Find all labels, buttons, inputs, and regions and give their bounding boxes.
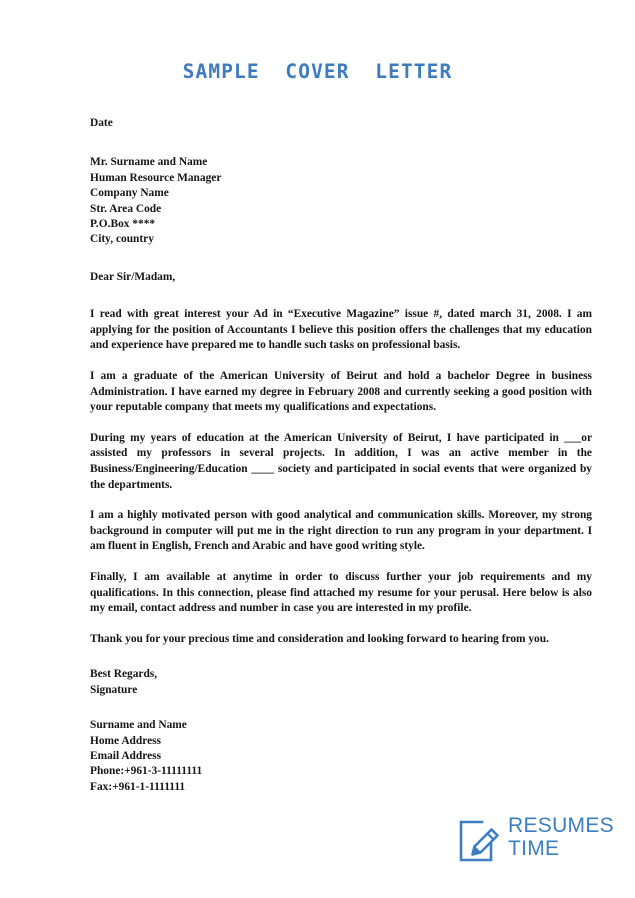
letter-body: [90, 116, 592, 795]
body-paragraph-3: During my years of education at the American University of Beirut, I have participated in ___or assisted my professors in several projects. In addition, I was an active member in the Business/Engineering/Education ____ society and participated in social events that were organized by the departments.: [90, 431, 592, 491]
spacer-after-date: [90, 131, 592, 155]
sender-name: Surname and Name: [90, 719, 187, 732]
date-line: Date: [90, 117, 113, 129]
body-paragraph-4: I am a highly motivated person with good analytical and communication skills. Moreover, my strong background in computer will put me in the right direction to run any program in your department. I am fluent in English, French and Arabic and have good writing style.: [90, 509, 592, 553]
spacer-before-closing: [90, 647, 592, 667]
recipient-line: Mr. Surname and Name: [90, 156, 208, 169]
body-paragraph-5: Finally, I am available at anytime in order to discuss further your job requirements and my qualifications. In this connection, please find attached my resume for your perusal. Here below is also my email, contact address and number in case you are interested in my profile.: [90, 570, 592, 615]
spacer-paragraph: [90, 416, 592, 431]
recipient-address-block: [90, 155, 592, 247]
spacer-after-salutation: [90, 285, 592, 307]
page-title: SAMPLE COVER LETTER: [182, 60, 453, 83]
salutation: Dear Sir/Madam,: [90, 270, 176, 283]
closing-regards: Best Regards,: [90, 668, 158, 681]
sender-phone: Phone:+961-3-11111111: [90, 765, 203, 778]
sender-contact-block: [90, 718, 592, 795]
document-pencil-icon: [458, 818, 502, 864]
spacer-paragraph: [90, 555, 592, 570]
logo-wordmark: [508, 814, 614, 860]
date-block: [90, 116, 592, 131]
closing-signature: Signature: [90, 683, 138, 696]
resumes-time-logo: [458, 814, 614, 876]
body-paragraph-2: I am a graduate of the American University of Beirut and hold a bachelor Degree in business Administration. I have earned my degree in February 2008 and currently seeking a good position with your reputable company that meets my qualifications and expectations.: [90, 370, 592, 414]
sender-home-address: Home Address: [90, 734, 161, 747]
recipient-line: P.O.Box ****: [90, 218, 156, 231]
body-paragraph-1: I read with great interest your Ad in “Executive Magazine” issue #, dated march 31, 2008. I am applying for the position of Accountants I believe this position offers the challenges that my education and experience have prepared me to handle such tasks on professional basis.: [90, 308, 592, 352]
logo-text-resumes: RESUMES: [508, 814, 614, 837]
recipient-line: City, country: [90, 233, 154, 246]
spacer-paragraph: [90, 617, 592, 632]
recipient-line: Str. Area Code: [90, 202, 162, 215]
spacer-paragraph: [90, 493, 592, 508]
recipient-line: Company Name: [90, 187, 169, 200]
spacer-after-address: [90, 248, 592, 270]
spacer-after-signature: [90, 698, 592, 718]
sender-email-address: Email Address: [90, 749, 161, 762]
closing-thanks-paragraph: Thank you for your precious time and consideration and looking forward to hearing from you.: [90, 632, 549, 645]
sender-fax: Fax:+961-1-1111111: [90, 780, 186, 793]
closing-block: [90, 667, 592, 698]
logo-text-time: TIME: [508, 837, 560, 860]
spacer-paragraph: [90, 354, 592, 369]
recipient-line: Human Resource Manager: [90, 171, 222, 184]
